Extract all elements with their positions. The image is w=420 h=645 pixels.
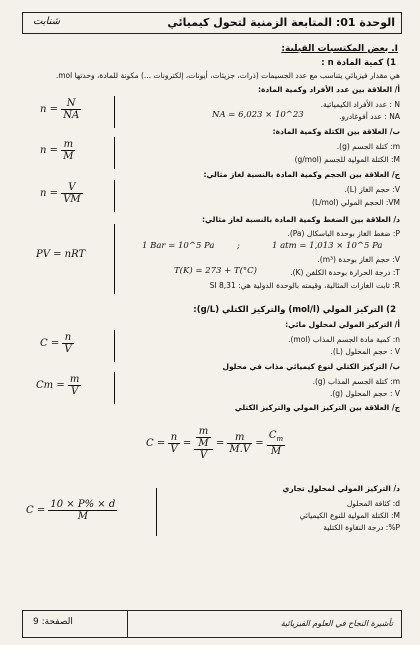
formula-Cm: Cm = $\frac{m}{V}$: [36, 374, 80, 397]
molar-conc-title: أ/ التركيز المولي لمحلول مائي:: [285, 320, 400, 329]
relation-volume-title: ج/ العلاقة بين الحجم وكمية المادة بالنسبة لغاز مثالي:: [203, 170, 400, 179]
formula-C: C = $\frac{n}{V}$: [40, 332, 72, 355]
def-P: P: ضغط الغاز بوحدة الباسكال (Pa).: [287, 229, 400, 238]
formula-n-m: n = $\frac{m}{M}$: [40, 139, 74, 162]
avogadro-value: NA = 6,023 × 10^23: [212, 110, 304, 120]
def-N: N : عدد الأفراد الكيميائية.: [320, 100, 400, 109]
formula-C-Cm-chain: C = $\frac{n}{V}$ = $\frac{\frac{m}{M}}{V}$ = $\frac{m}{M.V}$ = $\frac{C_m}{M}$: [146, 426, 284, 461]
mass-conc-title: ب/ التركيز الكتلي لنوع كيميائي مذاب في محلول: [222, 362, 400, 371]
def-purity: P%: درجة النقاوة الكتلية: [323, 523, 400, 532]
def-solution-V: V : حجم المحلول (L).: [330, 347, 400, 356]
relation-conc-title: ج/ العلاقة بين التركيز المولي والتركيز الكتلي: [234, 403, 400, 412]
formula-n-N: n = $\frac{N}{NA}$: [40, 98, 80, 121]
def-R: R: ثابت الغازات المثالية، وقيمته بالوحدة الدولية هي: 8,31 SI: [209, 281, 400, 290]
section-title: I. بعض المكتسبات القبلية:: [281, 44, 398, 54]
def-solute-m: m: كتلة الجسم المذاب (g).: [312, 377, 400, 386]
def-density: d: كثافة المحلول: [346, 499, 400, 508]
formula-ideal-gas: PV = nRT: [36, 249, 86, 260]
relation-count-title: أ/ العلاقة بين عدد الأفراد وكمية المادة:: [257, 85, 400, 94]
temperature-conversion: T(K) = 273 + T(°C): [174, 266, 257, 276]
formula-divider: [114, 180, 115, 212]
formula-divider: [114, 330, 115, 362]
page-footer: [22, 610, 402, 638]
relation-pressure-title: د/ العلاقة بين الضغط وكمية المادة بالنسبة لغاز مثالي:: [202, 215, 400, 224]
formula-divider: [114, 96, 115, 128]
atm-conversion: 1 atm = 1,013 × 10^5 Pa: [272, 241, 383, 251]
brand-signature: شنابت: [33, 16, 61, 27]
footer-divider: [127, 611, 128, 637]
commercial-conc-title: د/ التركيز المولي لمحلول تجاري: [282, 484, 400, 493]
page-header: [22, 12, 402, 34]
def-M: M: الكتلة المولية للجسم (g/mol): [294, 155, 400, 164]
def-m: m: كتلة الجسم (g).: [336, 142, 400, 151]
formula-divider: [114, 224, 115, 294]
qty-title: 1) كمية المادة n :: [321, 58, 396, 68]
formula-divider: [114, 137, 115, 169]
formula-n-V: n = $\frac{V}{VM}$: [40, 182, 81, 205]
page-number: الصفحة: 9: [33, 617, 73, 627]
unit-title: الوحدة 01: المتابعة الزمنية لتحول كيميائي: [167, 16, 395, 29]
def-NA: NA : عدد أفوغادرو.: [339, 112, 400, 121]
concentration-title: 2) التركيز المولي (mol/l) والتركيز الكتلي (g/L):: [193, 305, 396, 315]
qty-definition: هي مقدار فيزيائي يتناسب مع عدد الجسيمات (ذرات، جزيئات، أيونات، إلكترونات ...) مكونة للمادة، وحدتها mol.: [55, 71, 400, 80]
formula-divider: [114, 372, 115, 404]
def-gas-V: V: حجم الغاز بوحدة (m³).: [317, 255, 400, 264]
def-VM: VM: الحجم المولي (L/mol): [312, 198, 400, 207]
document-page: [22, 12, 402, 632]
formula-divider: [156, 488, 157, 536]
def-solute-n: n: كمية مادة الجسم المذاب (mol).: [288, 335, 400, 344]
relation-mass-title: ب/ العلاقة بين الكتلة وكمية المادة:: [272, 127, 400, 136]
separator: ;: [237, 241, 240, 251]
bar-conversion: 1 Bar = 10^5 Pa: [142, 241, 215, 251]
def-solution-V2: V : حجم المحلول (g).: [329, 389, 400, 398]
book-title: تأشيرة النجاح في العلوم الفيزيائية: [280, 619, 393, 628]
def-V: V: حجم الغاز (L).: [344, 185, 400, 194]
def-molar-mass: M: الكتلة المولية للنوع الكيميائي: [299, 511, 400, 520]
formula-commercial-C: C = $\frac{10 \times P\% \times d}{M}$: [26, 499, 116, 522]
def-T: T: درجة الحرارة بوحدة الكلفن (K).: [290, 268, 400, 277]
